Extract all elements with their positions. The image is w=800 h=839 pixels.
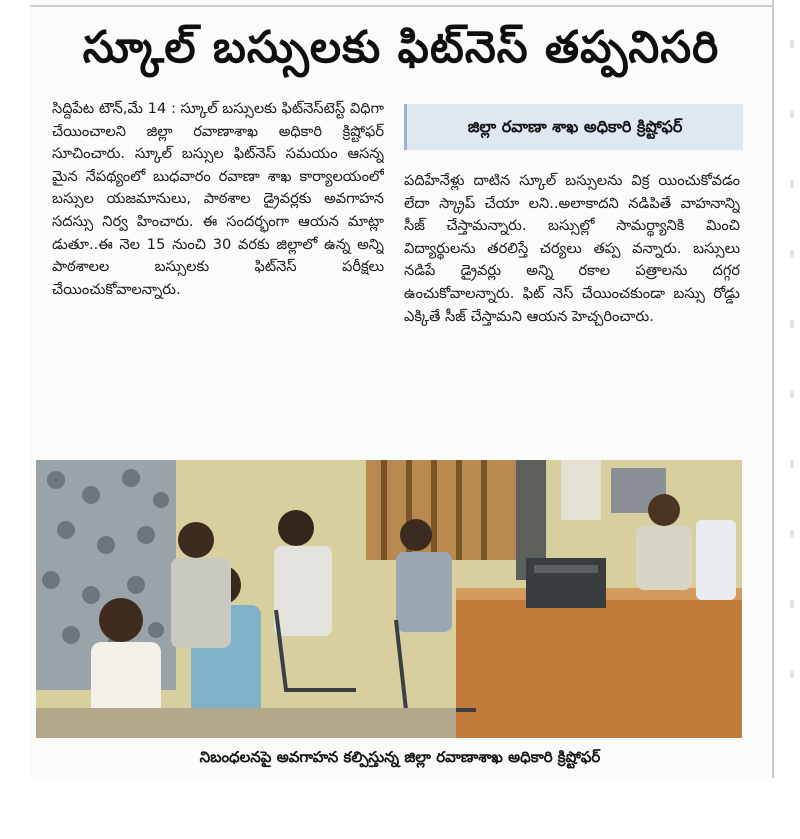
top-rule — [30, 5, 772, 7]
meeting-photo — [36, 460, 742, 738]
photo-caption: నిబంధలనపై అవగాహన కల్పిస్తున్న జిల్లా రవాణాశాఖ అధికారి క్రిష్టోఫర్ — [199, 748, 601, 766]
margin-marks — [788, 40, 796, 740]
article-body-left-column: సిద్దిపేట టౌన్,మే 14 : స్కూల్ బస్సులకు ఫిట్‌నెస్‌టెస్ట్ విధిగా చేయించాలని జిల్లా రవాణాశాఖ అధికారి క్రిష్టోఫర్ సూచించారు. స్కూల్ బస్సుల ఫిట్‌నెస్ సమయం ఆసన్న మైన నేపథ్యంలో బుధవారం రవాణా శాఖ కార్యాలయంలో బస్సుల యజమానులు, పాఠశాల డ్రైవర్లకు అవగాహన సదస్సు నిర్వ హించారు. ఈ సందర్భంగా ఆయన మాట్లా డుతూ..ఈ నెల 15 నుంచి 30 వరకు జిల్లాలో ఉన్న అన్ని పాఠశాలల బస్సులకు ఫిట్‌నెస్ పరీక్షలు చేయించుకోవాలన్నారు. — [52, 100, 384, 298]
article-body-right-column: పదిహేనేళ్లు దాటిన స్కూల్ బస్సులను విక్ర యించుకోవడం లేదా స్క్రాప్ చేయా లని..అలాకాదని నడిపితే వాహనాన్ని సీజ్ చేస్తామన్నారు. బస్సుల్లో సామర్థ్యానికి మించి విద్యార్థులను తరలిస్తే చర్యలు తప్ప వన్నారు. బస్సులు నడిపే డ్రైవర్లు అన్ని రకాల పత్రాలను దగ్గర ఉంచుకోవాలన్నారు. ఫిట్ నెస్ చేయించకుండా బస్సు రోడ్డు ఎక్కితే సీజ్ చేస్తామని ఆయన హెచ్చరించారు. — [404, 172, 740, 325]
article-headline: స్కూల్ బస్సులకు ఫిట్‌నెస్ తప్పనిసరి — [82, 22, 720, 73]
article-subheading: జిల్లా రవాణా శాఖ అధికారి క్రిష్టోఫర్ — [404, 104, 743, 150]
